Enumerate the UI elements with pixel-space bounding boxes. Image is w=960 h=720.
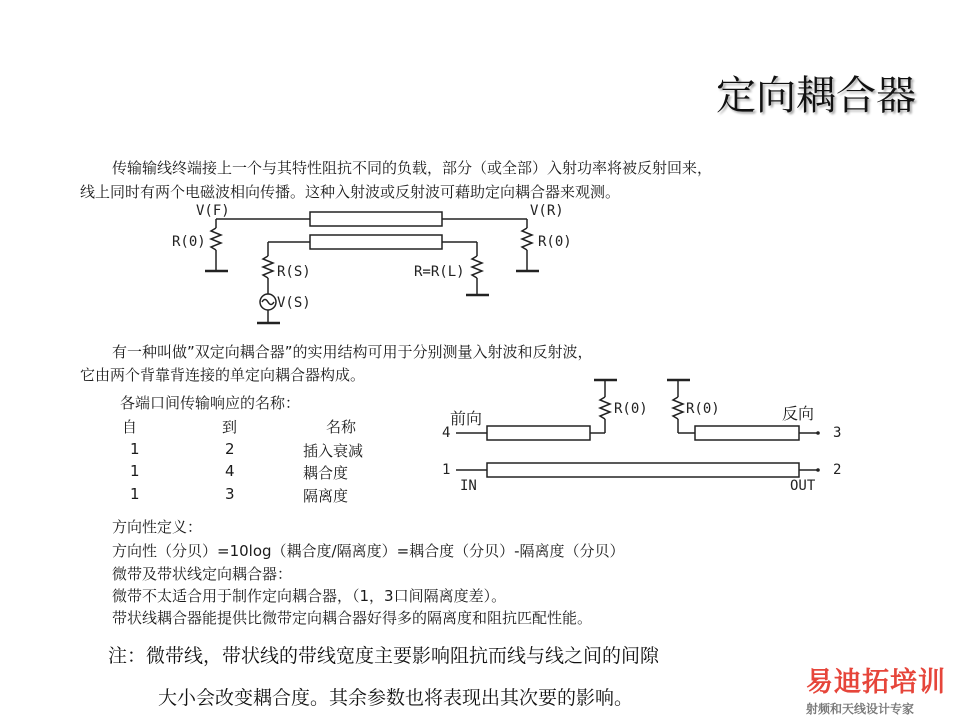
- label-vf: V(F): [196, 203, 230, 219]
- label-reverse: 反向: [782, 404, 815, 423]
- table-cell: 隔离度: [303, 487, 349, 505]
- label-rs: R(S): [277, 264, 311, 280]
- intro-line-1: 传输输线终端接上一个与其特性阻抗不同的负载，部分（或全部）入射功率将被反射回来，: [112, 159, 713, 177]
- label-r0-a: R(0): [614, 401, 648, 417]
- table-cell: 耦合度: [303, 464, 349, 482]
- label-port-2: 2: [833, 462, 842, 478]
- table-cell: 2: [225, 440, 235, 458]
- label-port-4: 4: [442, 425, 451, 441]
- page-title: 定向耦合器: [716, 73, 916, 119]
- label-out: OUT: [790, 478, 816, 494]
- label-port-1: 1: [442, 462, 451, 478]
- label-forward: 前向: [450, 409, 483, 428]
- definition-line-4: 微带不太适合用于制作定向耦合器，（1，3口间隔离度差）。: [112, 587, 507, 605]
- table-header-from: 自: [122, 418, 138, 436]
- dual-line-1: 有一种叫做”双定向耦合器”的实用结构可用于分别测量入射波和反射波，: [112, 343, 593, 361]
- label-r0-right: R(0): [538, 234, 572, 250]
- label-port-3: 3: [833, 425, 842, 441]
- table-cell: 4: [225, 462, 235, 480]
- table-header-name: 名称: [326, 418, 357, 436]
- intro-line-2: 线上同时有两个电磁波相向传播。这种入射波或反射波可藉助定向耦合器来观测。: [80, 183, 621, 201]
- table-cell: 1: [130, 462, 140, 480]
- label-in: IN: [460, 478, 477, 494]
- label-vr: V(R): [530, 203, 564, 219]
- dual-line-2: 它由两个背靠背连接的单定向耦合器构成。: [80, 366, 366, 384]
- table-cell: 1: [130, 485, 140, 503]
- table-cell: 插入衰减: [303, 442, 364, 460]
- label-rl: R=R(L): [414, 264, 465, 280]
- watermark-brand: 易迪拓培训: [806, 667, 946, 698]
- label-r0-b: R(0): [686, 401, 720, 417]
- definition-line-3: 微带及带状线定向耦合器：: [112, 565, 293, 583]
- table-caption: 各端口间传输响应的名称：: [120, 394, 301, 412]
- note-line-2: 大小会改变耦合度。其余参数也将表现出其次要的影响。: [158, 687, 634, 709]
- definition-line-2: 方向性（分贝）=10log（耦合度/隔离度）=耦合度（分贝）-隔离度（分贝）: [112, 542, 625, 560]
- note-line-1: 注：微带线，带状线的带线宽度主要影响阻抗而线与线之间的间隙: [108, 645, 660, 667]
- definition-line-5: 带状线耦合器能提供比微带定向耦合器好得多的隔离度和阻抗匹配性能。: [112, 609, 593, 627]
- label-vs: V(S): [277, 295, 311, 311]
- table-cell: 1: [130, 440, 140, 458]
- watermark-tagline: 射频和天线设计专家: [806, 702, 915, 716]
- dual-coupler-diagram: [456, 380, 818, 477]
- definition-line-1: 方向性定义：: [112, 518, 203, 536]
- table-header-to: 到: [222, 418, 238, 436]
- table-cell: 3: [225, 485, 235, 503]
- label-r0-left: R(0): [172, 234, 206, 250]
